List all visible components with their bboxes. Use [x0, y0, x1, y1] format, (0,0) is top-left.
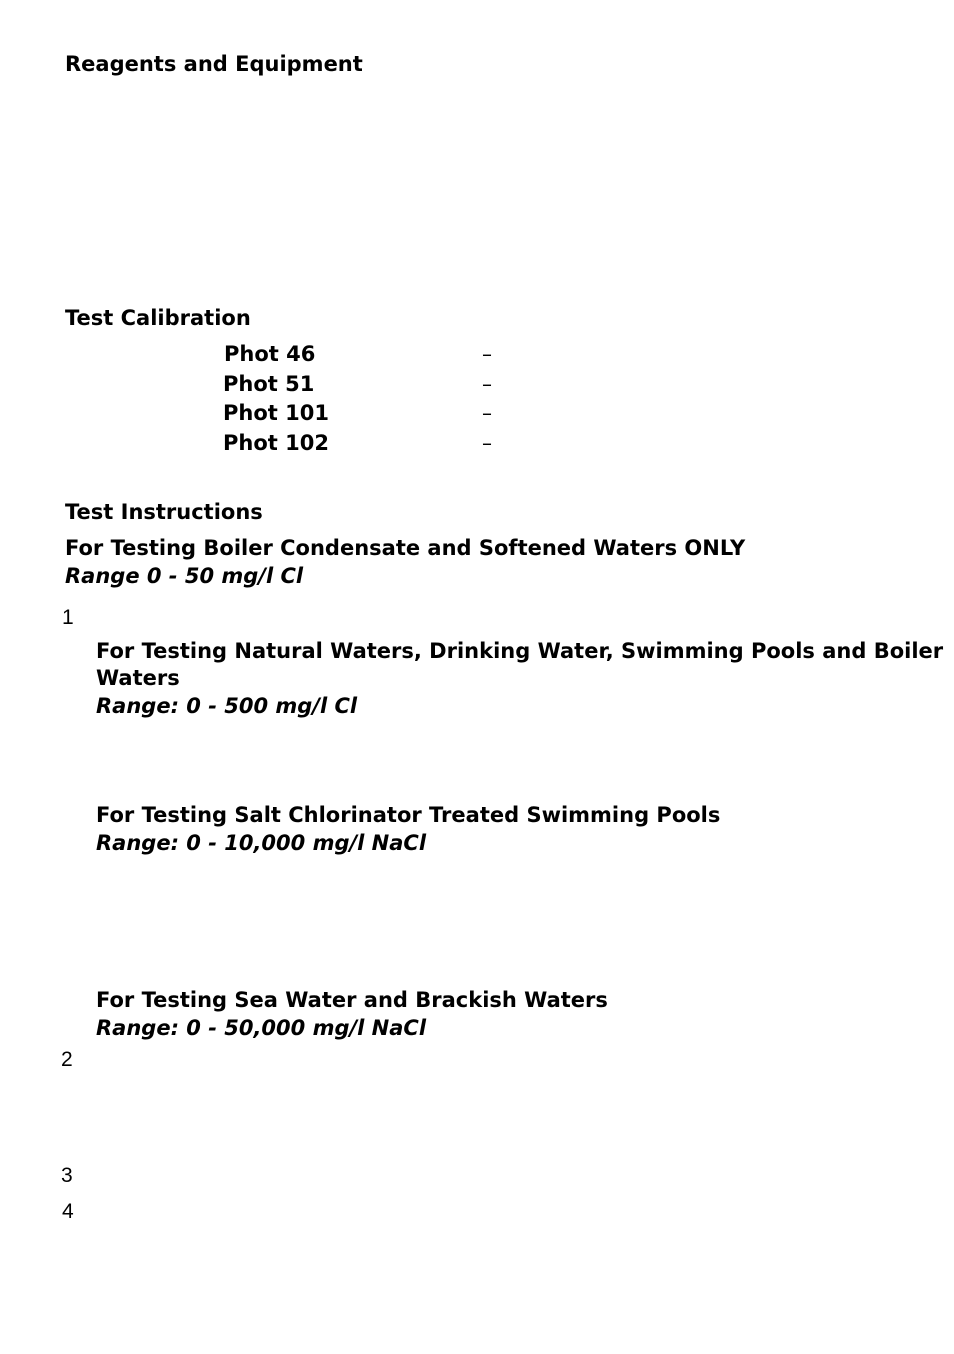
heading-test-instructions: Test Instructions: [65, 500, 263, 524]
step-number: 1: [62, 606, 74, 629]
section-title: For Testing Boiler Condensate and Softened Waters ONLY: [65, 536, 746, 560]
calibration-value: –: [482, 401, 492, 425]
section-range: Range: 0 - 500 mg/l Cl: [96, 694, 358, 718]
section-range: Range: 0 - 50,000 mg/l NaCl: [96, 1016, 427, 1040]
calibration-label: Phot 46: [224, 342, 316, 366]
calibration-value: –: [482, 342, 492, 366]
section-range: Range 0 - 50 mg/l Cl: [65, 564, 304, 588]
calibration-label: Phot 101: [223, 401, 329, 425]
step-number: 4: [62, 1200, 74, 1223]
section-range: Range: 0 - 10,000 mg/l NaCl: [96, 831, 427, 855]
step-number: 3: [61, 1164, 73, 1187]
calibration-value: –: [482, 372, 492, 396]
section-title: For Testing Salt Chlorinator Treated Swimming Pools: [96, 803, 721, 827]
step-number: 2: [61, 1048, 73, 1071]
heading-test-calibration: Test Calibration: [65, 306, 251, 330]
calibration-label: Phot 51: [223, 372, 315, 396]
calibration-value: –: [482, 431, 492, 455]
heading-reagents-equipment: Reagents and Equipment: [65, 52, 363, 76]
section-title-continued: Waters: [96, 666, 180, 690]
section-title: For Testing Sea Water and Brackish Waters: [96, 988, 608, 1012]
section-title: For Testing Natural Waters, Drinking Water, Swimming Pools and Boiler: [96, 639, 944, 663]
calibration-label: Phot 102: [223, 431, 329, 455]
